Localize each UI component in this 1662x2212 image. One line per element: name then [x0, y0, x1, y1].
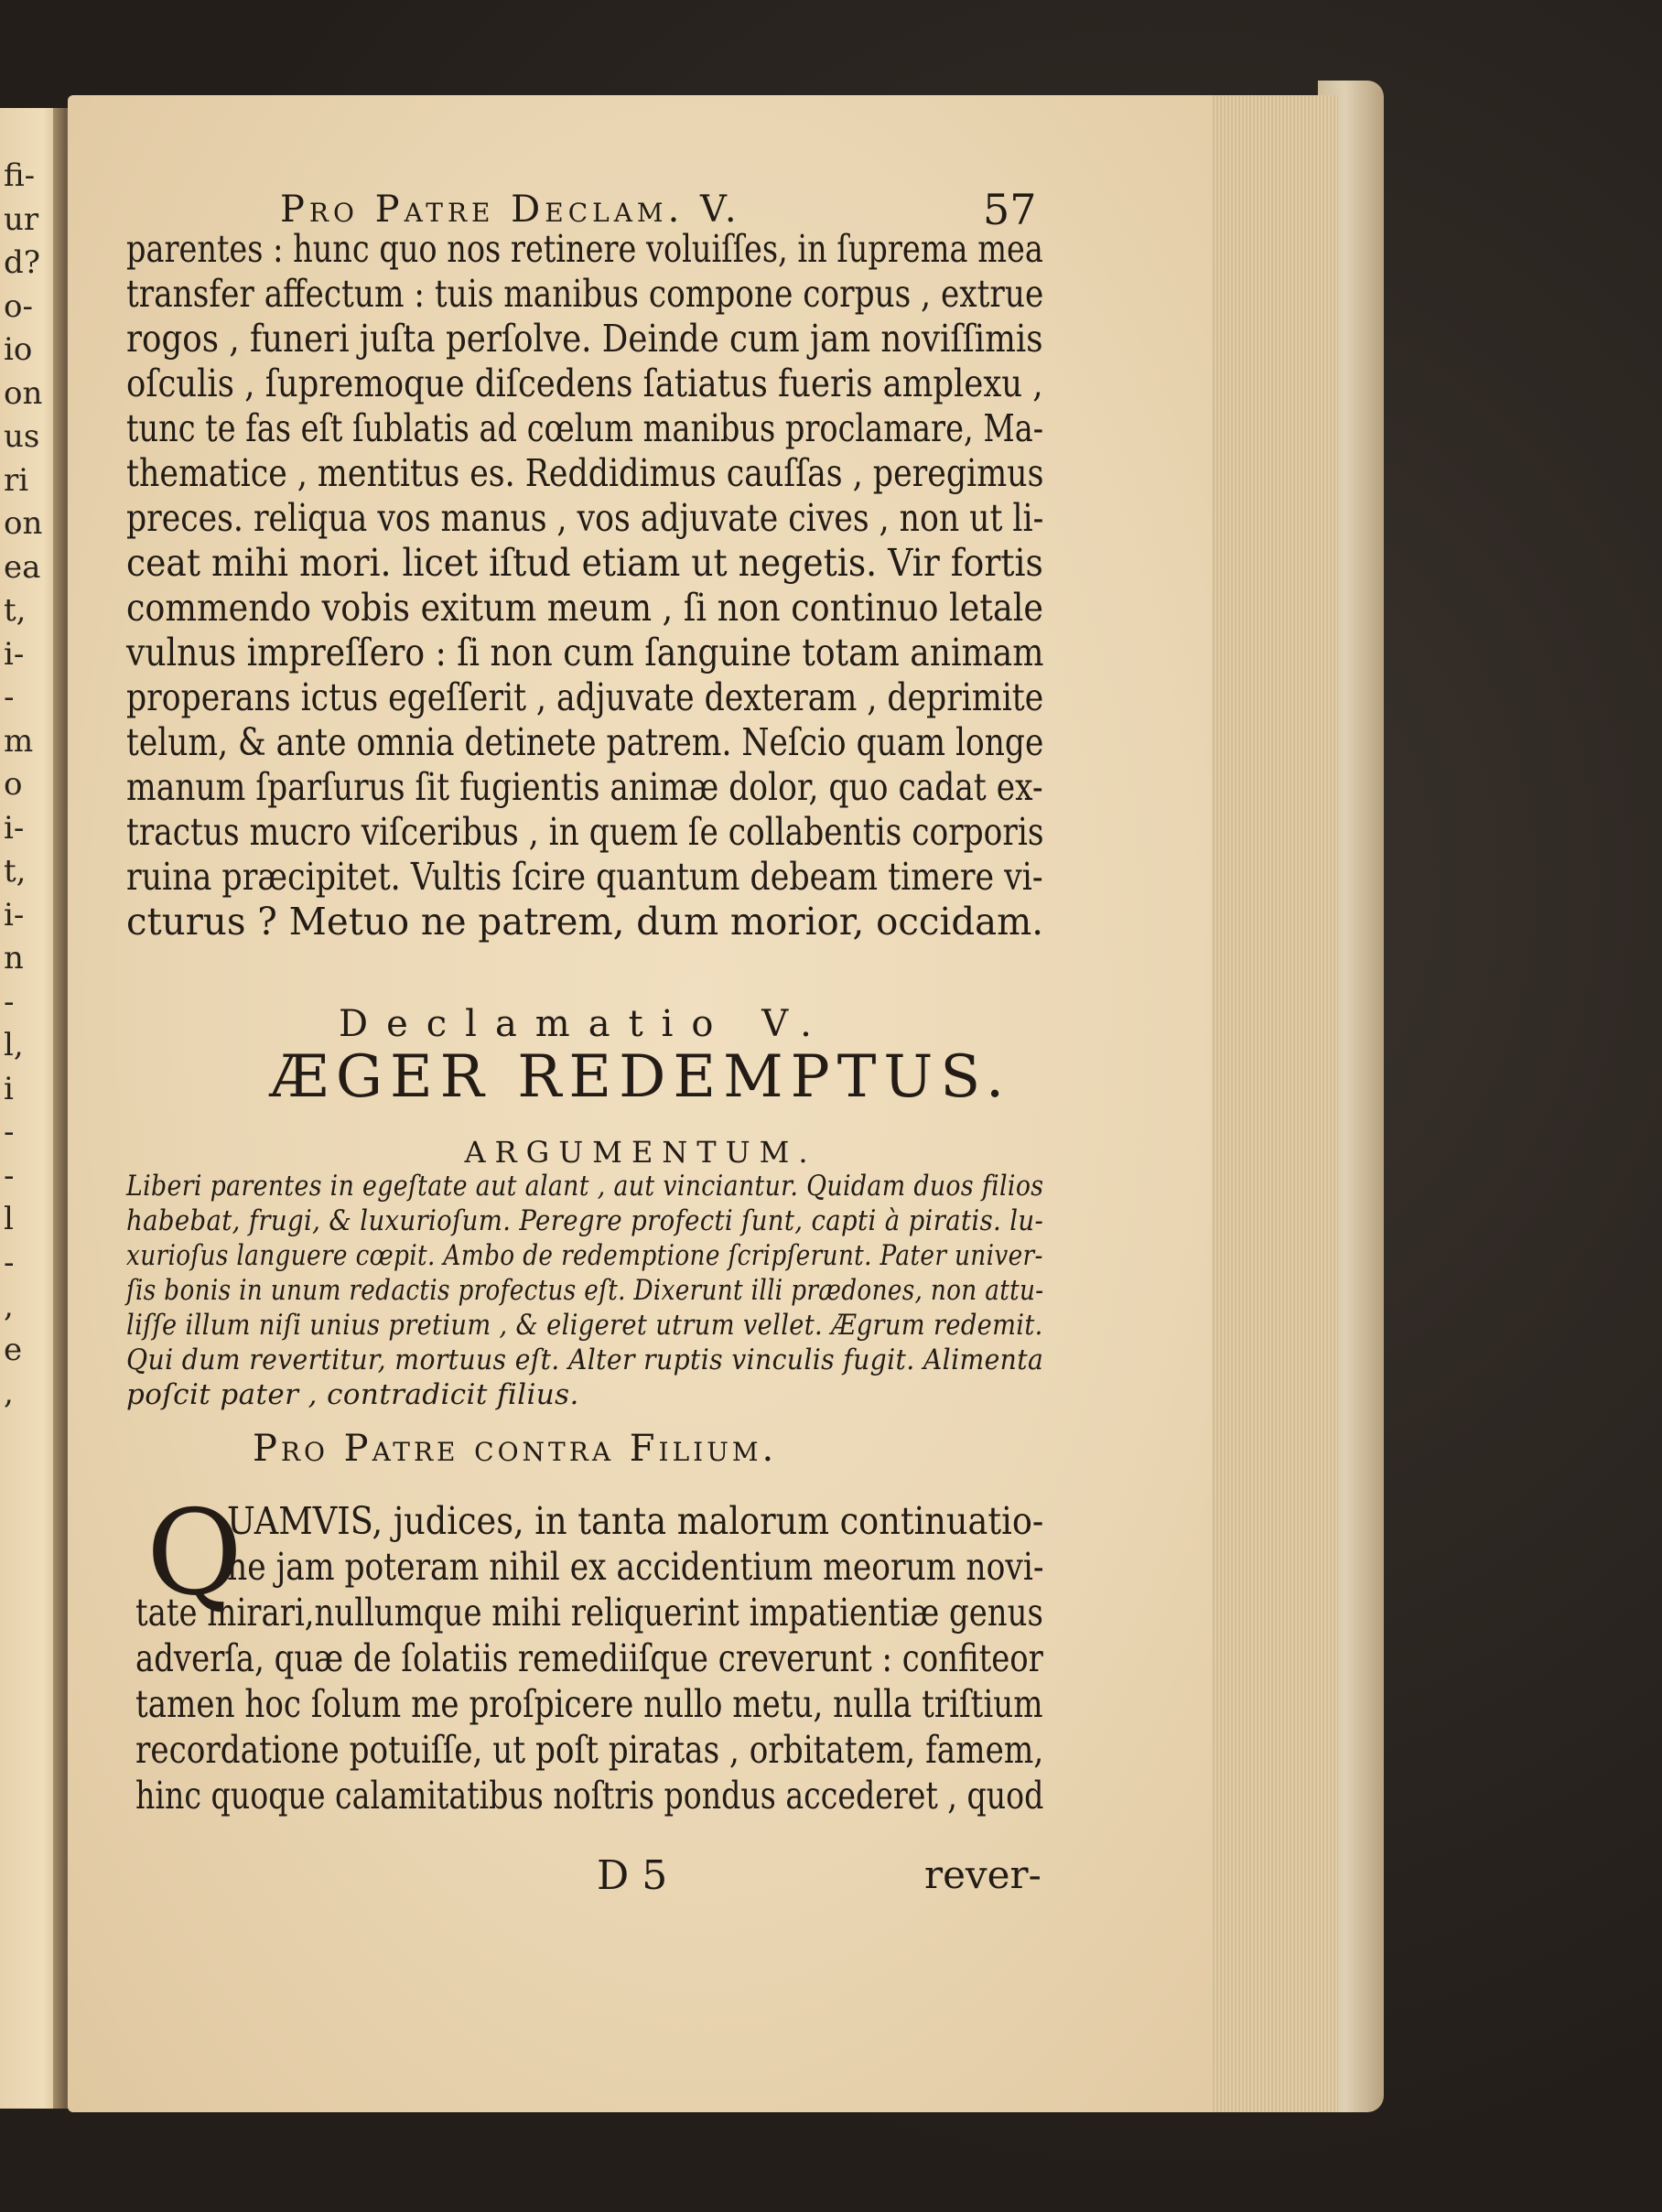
argument-line: habebat, frugi, & luxurioſum. Peregre profecti ſunt, capti à piratis. lu-: [126, 1204, 1044, 1237]
drop-cap: Q: [146, 1485, 243, 1622]
prev-page-fragment: l,: [4, 1027, 24, 1063]
speech-line: UAMVIS, judices, in tanta malorum continuatio-: [227, 1499, 1044, 1543]
prev-page-fragment: d?: [4, 244, 40, 281]
prev-page-fragment: -: [4, 983, 15, 1020]
prev-page-fragment: -: [4, 1244, 15, 1281]
prev-page-fragment: ea: [4, 548, 41, 586]
argumentum-label: ARGUMENTUM.: [464, 1135, 817, 1170]
prev-page-fragment: us: [4, 418, 40, 455]
prev-page-fragment: t,: [4, 592, 27, 629]
declamation-title: ÆGER REDEMPTUS.: [269, 1043, 1012, 1111]
running-title: Pro Patre Declam. V.: [280, 189, 741, 231]
prev-page-fragment: i-: [4, 809, 25, 847]
prev-page-fragment: i-: [4, 896, 25, 933]
prev-page-fragment: ri: [4, 461, 29, 499]
prev-page-fragment: t,: [4, 853, 27, 890]
prev-page-fragment: -: [4, 1114, 15, 1150]
prev-page-fragment: on: [4, 374, 43, 412]
argument-line: poſcit pater , contradicit filius.: [126, 1378, 579, 1411]
prev-page-fragment: -: [4, 679, 15, 716]
text-line: telum, & ante omnia detinete patrem. Neſcio quam longe: [126, 720, 1044, 764]
text-line: commendo vobis exitum meum , ſi non continuo letale: [126, 586, 1043, 630]
argument-line: ſis bonis in unum redactis profectus eſt. Dixerunt illi prædones, non attu-: [126, 1274, 1044, 1307]
prev-page-fragment: i-: [4, 635, 25, 673]
speech-line: adverſa, quæ de ſolatiis remediiſque creverunt : confiteor: [135, 1636, 1043, 1680]
prev-page-fragment: ur: [4, 200, 39, 238]
speech-line: hinc quoque calamitatibus noſtris pondus accederet , quod: [135, 1774, 1044, 1818]
text-line: preces. reliqua vos manus , vos adjuvate cives , non ut li-: [126, 496, 1044, 540]
argument-line: Qui dum revertitur, mortuus eſt. Alter ruptis vinculis fugit. Alimenta: [126, 1343, 1044, 1376]
text-line: cturus ? Metuo ne patrem, dum morior, occidam.: [126, 900, 1044, 944]
text-line: tunc te fas eſt ſublatis ad cœlum manibus proclamare, Ma-: [126, 406, 1044, 450]
signature-mark: D 5: [597, 1852, 668, 1899]
text-line: tractus mucro viſceribus , in quem ſe collabentis corporis: [126, 810, 1044, 854]
prev-page-fragment: fi-: [4, 157, 36, 194]
prev-page-fragment: e: [4, 1331, 23, 1368]
argument-line: Liberi parentes in egeſtate aut alant , aut vinciantur. Quidam duos filios: [126, 1170, 1044, 1203]
text-line: parentes : hunc quo nos retinere voluiſſes, in ſuprema mea: [126, 227, 1043, 271]
prev-page-fragment: l: [4, 1201, 14, 1237]
text-line: properans ictus egeſſerit , adjuvate dexteram , deprimite: [126, 675, 1044, 719]
prev-page-fragment: o: [4, 766, 23, 803]
argument-line: liſſe illum niſi unius pretium , & eligeret utrum vellet. Ægrum redemit.: [126, 1309, 1043, 1342]
text-line: vulnus impreſſero : ſi non cum ſanguine totam animam: [126, 631, 1044, 674]
catchword: rever-: [924, 1852, 1041, 1897]
speech-line: tamen hoc ſolum me proſpicere nullo metu, nulla triſtium: [135, 1682, 1043, 1726]
speech-line: ne jam poteram nihil ex accidentium meorum novi-: [227, 1545, 1044, 1589]
text-line: ceat mihi mori. licet iſtud etiam ut negetis. Vir fortis: [126, 541, 1043, 585]
text-line: rogos , funeri juſta perſolve. Deinde cum jam noviſſimis: [126, 317, 1043, 361]
prev-page-fragment: ,: [4, 1288, 14, 1324]
prev-page-fragment: i: [4, 1070, 14, 1107]
speech-line: tate mirari,nullumque mihi reliquerint impatientiæ genus: [135, 1591, 1043, 1635]
prev-page-fragment: -: [4, 1157, 15, 1194]
text-line: thematice , mentitus es. Reddidimus cauſſas , peregimus: [126, 451, 1044, 495]
prev-page-fragment: n: [4, 940, 24, 977]
prev-page-fragment: m: [4, 722, 34, 760]
page-number: 57: [983, 185, 1037, 234]
text-line: transfer affectum : tuis manibus compone corpus , extrue: [126, 272, 1044, 316]
section-heading: Pro Patre contra Filium.: [253, 1428, 778, 1470]
text-line: oſculis , ſupremoque diſcedens ſatiatus fueris amplexu ,: [126, 361, 1043, 405]
text-line: ruina præcipitet. Vultis ſcire quantum debeam timere vi-: [126, 855, 1043, 899]
prev-page-fragment: on: [4, 505, 43, 542]
speech-line: recordatione potuiſſe, ut poſt piratas , orbitatem, famem,: [135, 1728, 1044, 1772]
declamation-heading: Declamatio V.: [339, 1003, 830, 1045]
prev-page-fragment: ,: [4, 1375, 14, 1411]
argument-line: xurioſus languere cœpit. Ambo de redemptione ſcripſerunt. Pater univer-: [126, 1239, 1043, 1272]
prev-page-fragment: io: [4, 331, 33, 368]
prev-page-fragment: o-: [4, 287, 33, 325]
text-line: manum ſparſurus ſit fugientis animæ dolor, quo cadat ex-: [126, 765, 1043, 809]
